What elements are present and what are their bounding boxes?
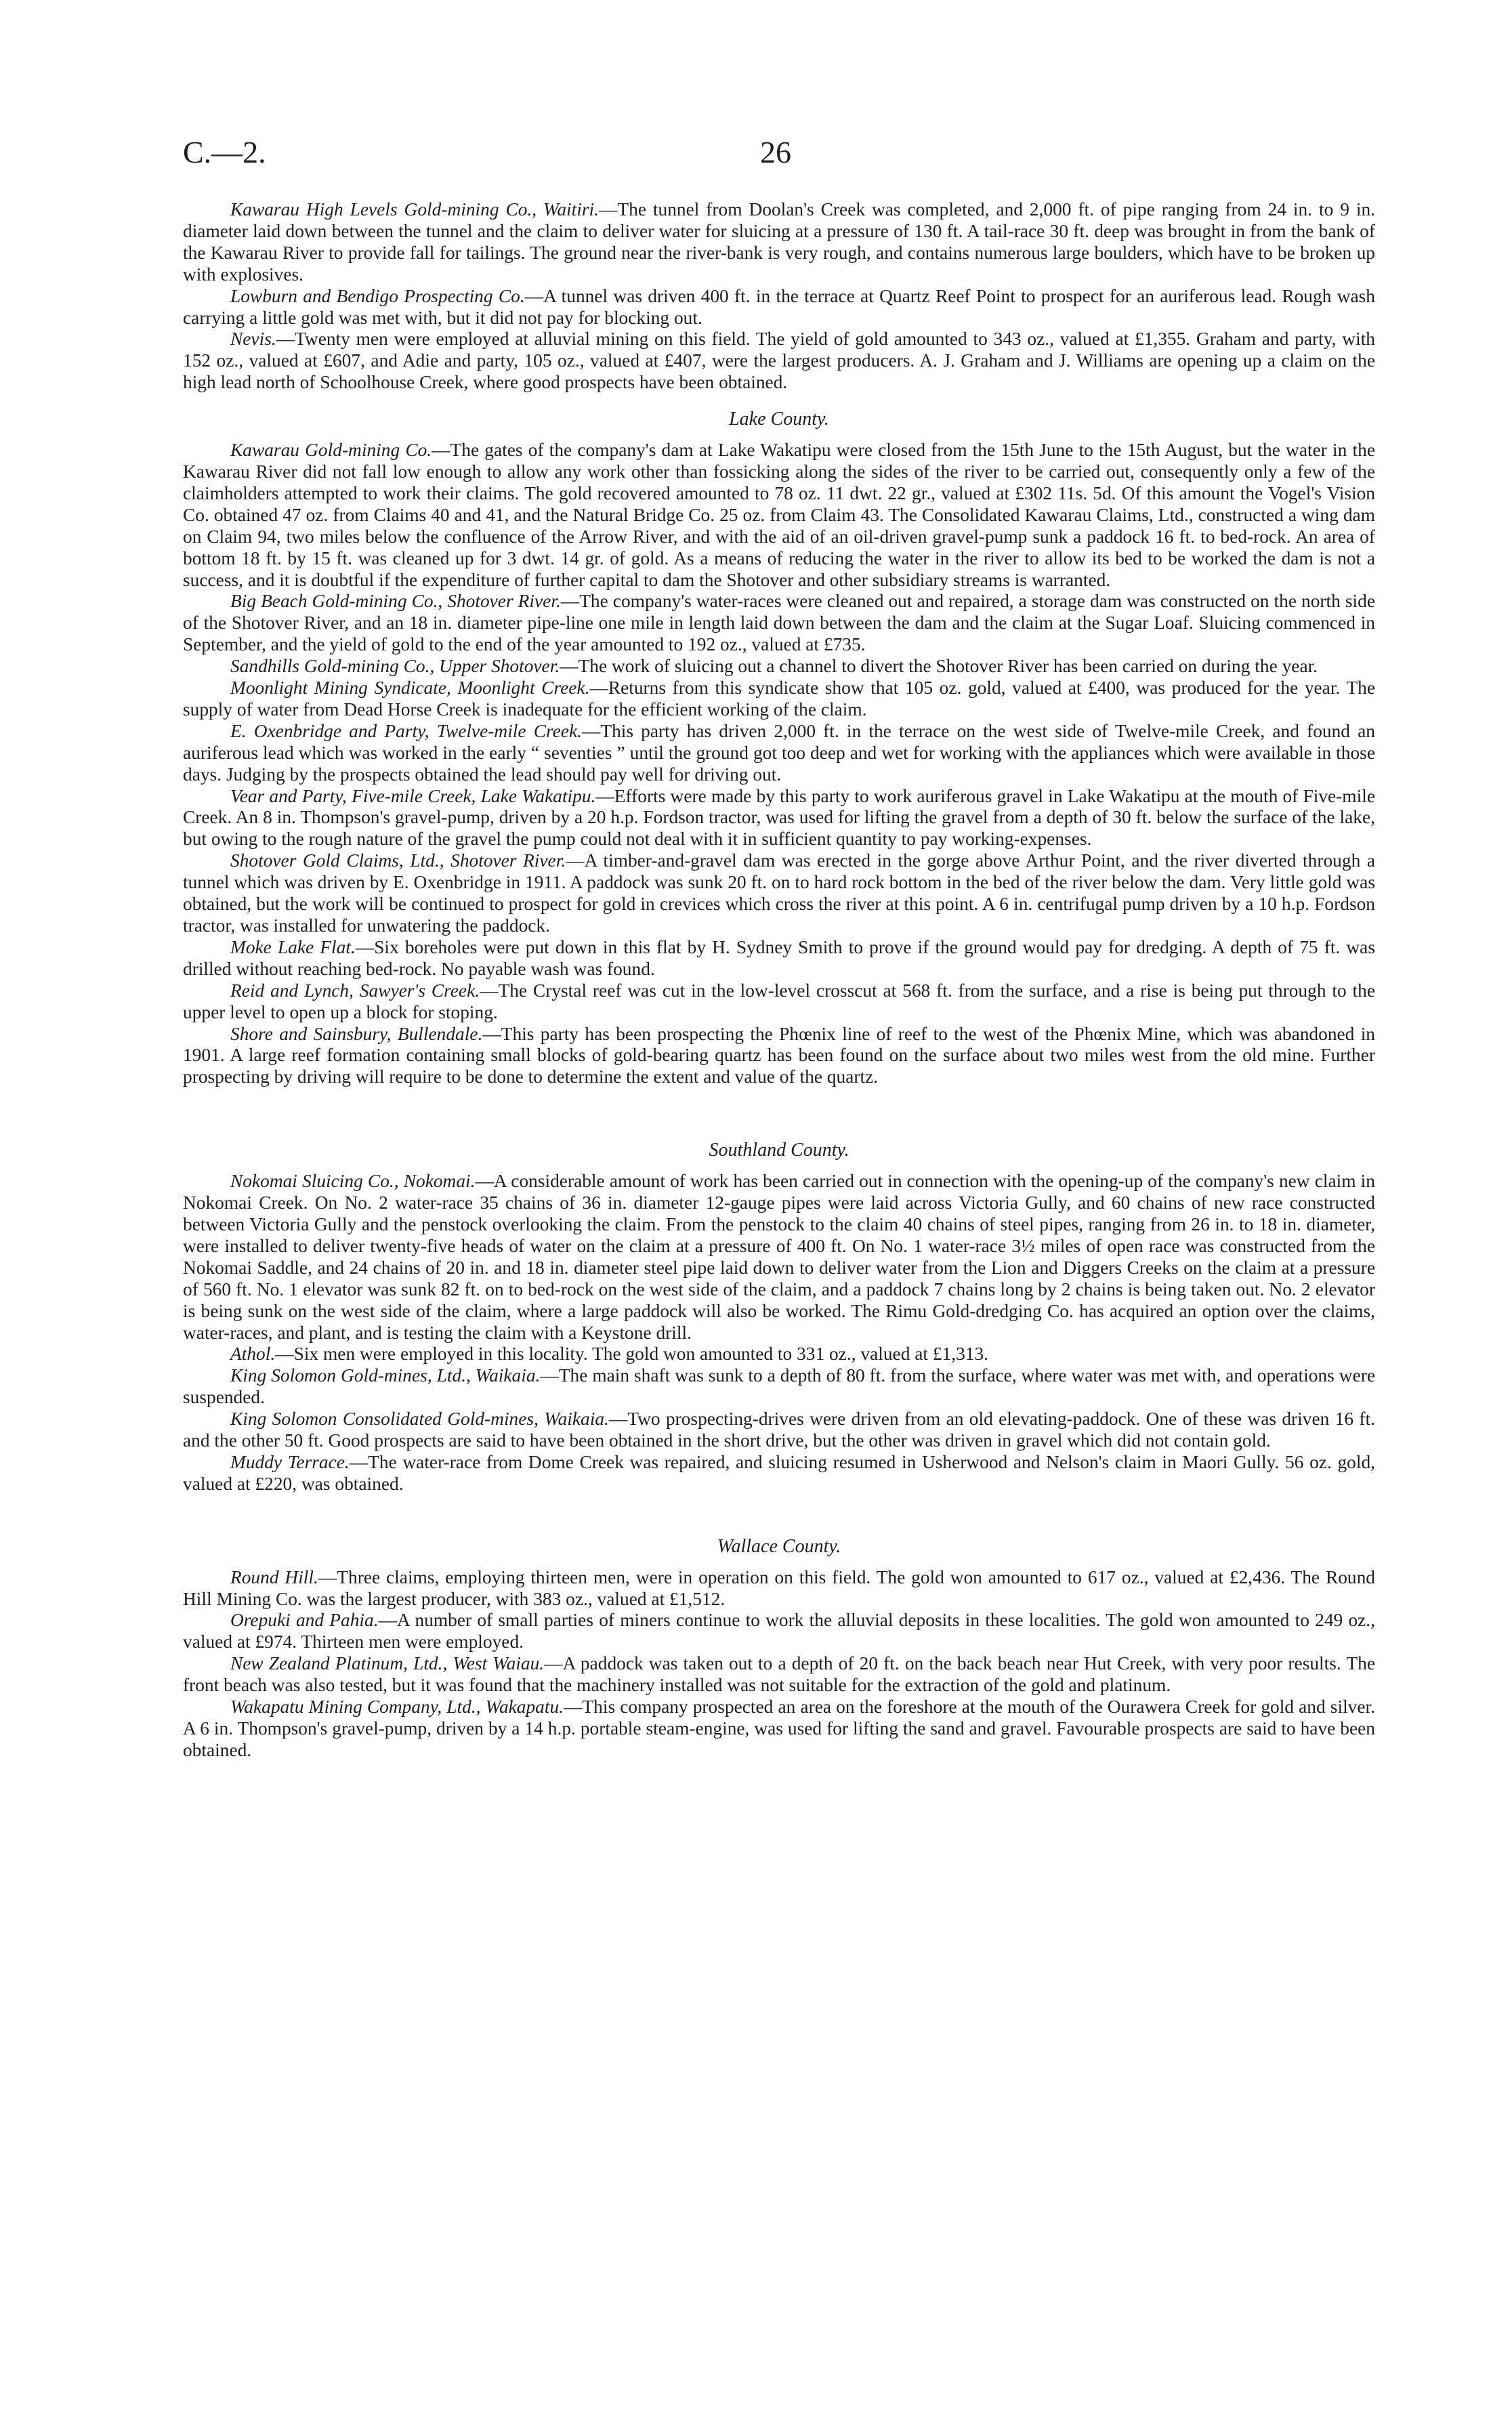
- paragraph-lead: Kawarau High Levels Gold-mining Co., Waitiri.: [230, 199, 599, 220]
- paragraph: [183, 199, 1375, 286]
- paragraph: [183, 1697, 1375, 1762]
- section-continuation: [183, 199, 1375, 394]
- paragraph: [183, 678, 1375, 721]
- paragraph-text: —Efforts were made by this party to work auriferous gravel in Lake Wakatipu at the mouth of Five-mile Creek. An 8 in. Thompson's gravel-pump, driven by a 20 h.p. Fordson tractor, was used for lifting the gravel from a depth of 30 ft. below the surface of the lake, but owing to the rough nature of the gravel the pump could not deal with it in sufficient quantity to pay working-expenses.: [183, 785, 1375, 850]
- paragraph-lead: Shore and Sainsbury, Bullendale.: [230, 1023, 483, 1044]
- paragraph-text: —Returns from this syndicate show that 105 oz. gold, valued at £400, was produced for the year. The supply of water from Dead Horse Creek is inadequate for the efficient working of the claim.: [183, 678, 1375, 720]
- paragraph-text: —A paddock was taken out to a depth of 20 ft. on the back beach near Hut Creek, with very poor results. The front beach was also tested, but it was found that the machinery installed was not suitable for the extraction of the gold and platinum.: [183, 1653, 1375, 1696]
- paragraph-lead: Nokomai Sluicing Co., Nokomai.: [230, 1171, 476, 1192]
- paragraph: [183, 329, 1375, 394]
- paragraph-text: —A timber-and-gravel dam was erected in the gorge above Arthur Point, and the river diverted through a tunnel which was driven by E. Oxenbridge in 1911. A paddock was sunk 20 ft. on to hard rock bottom in the bed of the river below the dam. Very little gold was obtained, but the work will be continued to prospect for gold in crevices which cross the river at this point. A 6 in. centrifugal pump driven by a 10 h.p. Fordson tractor, was installed for unwatering the paddock.: [183, 850, 1375, 936]
- paragraph-lead: E. Oxenbridge and Party, Twelve-mile Creek.: [230, 720, 582, 741]
- paragraph: [183, 591, 1375, 656]
- paragraph-text: —The Crystal reef was cut in the low-level crosscut at 568 ft. from the surface, and a rise is being put through to the upper level to open up a block for stoping.: [183, 980, 1376, 1022]
- paragraph-text: —The company's water-races were cleaned out and repaired, a storage dam was constructed on the north side of the Shotover River, and an 18 in. diameter pipe-line one mile in length laid down between the dam and the claim at the Sugar Loaf. Sluicing commenced in September, and the yield of gold to the end of the year amounted to 192 oz., valued at £735.: [183, 591, 1375, 655]
- paragraph-text: —The gates of the company's dam at Lake Wakatipu were closed from the 15th June to the 15th August, but the water in the Kawarau River did not fall low enough to allow any work other than fossicking along the sides of the river to be carried out, consequently only a few of the claimholders attempted to work their claims. The gold recovered amounted to 78 oz. 11 dwt. 22 gr., valued at £302 11s. 5d. Of this amount the Vogel's Vision Co. obtained 47 oz. from Claims 40 and 41, and the Natural Bridge Co. 25 oz. from Claim 43. The Consolidated Kawarau Claims, Ltd., constructed a wing dam on Claim 94, two miles below the confluence of the Arrow River, and with the aid of an oil-driven gravel-pump sunk a paddock 16 ft. to bed-rock. An area of bottom 18 ft. by 15 ft. was cleaned up for 3 dwt. 14 gr. of gold. As a means of reducing the water in the river to allow its bed to be worked the dam is not a success, and it is doubtful if the expenditure of further capital to dam the Shotover and other subsidiary streams is warranted.: [183, 440, 1375, 590]
- paragraph-text: —This party has been prospecting the Phœnix line of reef to the west of the Phœnix Mine, which was abandoned in 1901. A large reef formation containing small blocks of gold-bearing quartz has been found on the surface about two miles west from the old mine. Further prospecting by driving will require to be done to determine the extent and value of the quartz.: [183, 1023, 1375, 1087]
- paragraph: [183, 656, 1375, 678]
- paragraph: [183, 1171, 1375, 1344]
- paragraph-lead: Athol.: [230, 1344, 276, 1365]
- paragraph: [183, 1653, 1375, 1697]
- paragraph-lead: Kawarau Gold-mining Co.: [230, 440, 432, 461]
- paragraph-lead: Vear and Party, Five-mile Creek, Lake Wakatipu.: [230, 785, 596, 806]
- paragraph-lead: Big Beach Gold-mining Co., Shotover River.: [230, 591, 561, 612]
- report-reference: C.—2.: [183, 135, 266, 169]
- paragraph-lead: Muddy Terrace.: [230, 1451, 350, 1472]
- paragraph-text: —This company prospected an area on the foreshore at the mouth of the Ourawera Creek for gold and silver. A 6 in. Thompson's gravel-pump, driven by a 14 h.p. portable steam-engine, was used for lifting the sand and gravel. Favourable prospects are said to have been obtained.: [183, 1697, 1375, 1760]
- paragraph: [183, 1365, 1375, 1409]
- report-body: [183, 199, 1375, 1762]
- paragraph-text: —The main shaft was sunk to a depth of 80 ft. from the surface, where water was met with, and operations were suspended.: [183, 1365, 1376, 1408]
- paragraph: [183, 721, 1375, 786]
- section-southland-county: [183, 1140, 1375, 1495]
- paragraph-lead: Round Hill.: [230, 1566, 318, 1587]
- paragraph: [183, 440, 1375, 591]
- paragraph: [183, 1024, 1375, 1089]
- paragraph-text: —The tunnel from Doolan's Creek was completed, and 2,000 ft. of pipe ranging from 24 in. to 9 in. diameter laid down between the tunnel and the claim to deliver water for sluicing at a pressure of 130 ft. A tail-race 30 ft. deep was brought in from the bank of the Kawarau River to provide fall for tailings. The ground near the river-bank is very rough, and contains numerous large boulders, which have to be broken up with explosives.: [183, 199, 1375, 285]
- section-lake-county: [183, 409, 1375, 1088]
- paragraph-text: —Six men were employed in this locality. The gold won amounted to 331 oz., valued at £1,313.: [275, 1344, 989, 1365]
- paragraph: [183, 286, 1375, 329]
- paragraph: [183, 1610, 1375, 1653]
- paragraph: [183, 786, 1375, 851]
- paragraph-text: —The work of sluicing out a channel to divert the Shotover River has been carried on during the year.: [560, 656, 1318, 677]
- page-header: [183, 134, 1375, 182]
- paragraph-lead: Wakapatu Mining Company, Ltd., Wakapatu.: [230, 1697, 564, 1718]
- page-number: 26: [760, 135, 791, 169]
- section-wallace-county: [183, 1536, 1375, 1762]
- paragraph: [183, 1409, 1375, 1452]
- paragraph-text: —The water-race from Dome Creek was repaired, and sluicing resumed in Usherwood and Nelson's claim in Maori Gully. 56 oz. gold, valued at £220, was obtained.: [183, 1451, 1375, 1494]
- paragraph: [183, 1344, 1375, 1365]
- document-page: [183, 134, 1375, 1762]
- paragraph-text: —This party has driven 2,000 ft. in the terrace on the west side of Twelve-mile Creek, and found an auriferous lead which was worked in the early “ seventies ” until the ground got too deep and wet for working with the appliances which were available in those days. Judging by the prospects obtained the lead should pay well for driving out.: [183, 720, 1375, 785]
- paragraph-text: —A tunnel was driven 400 ft. in the terrace at Quartz Reef Point to prospect for an auriferous lead. Rough wash carrying a little gold was met with, but it did not pay for blocking out.: [183, 285, 1375, 328]
- paragraph-text: —Twenty men were employed at alluvial mining on this field. The yield of gold amounted to 343 oz., valued at £1,355. Graham and party, with 152 oz., valued at £607, and Adie and party, 105 oz., valued at £407, were the largest producers. A. J. Graham and J. Williams are opening up a claim on the high lead north of Schoolhouse Creek, where good prospects have been obtained.: [183, 329, 1375, 393]
- section-heading: Southland County.: [709, 1140, 849, 1161]
- paragraph: [183, 850, 1375, 937]
- section-heading: Lake County.: [729, 409, 829, 430]
- paragraph-lead: Sandhills Gold-mining Co., Upper Shotover.: [230, 656, 560, 677]
- paragraph-lead: Lowburn and Bendigo Prospecting Co.: [230, 285, 525, 306]
- paragraph-lead: Nevis.: [230, 329, 276, 350]
- paragraph-text: —A number of small parties of miners continue to work the alluvial deposits in these localities. The gold won amounted to 249 oz., valued at £974. Thirteen men were employed.: [183, 1610, 1376, 1652]
- paragraph-text: —Six boreholes were put down in this flat by H. Sydney Smith to prove if the ground would pay for dredging. A depth of 75 ft. was drilled without reaching bed-rock. No payable wash was found.: [183, 936, 1375, 979]
- paragraph-lead: Shotover Gold Claims, Ltd., Shotover River.: [230, 850, 566, 871]
- paragraph: [183, 937, 1375, 980]
- paragraph-text: —Two prospecting-drives were driven from an old elevating-paddock. One of these was driven 16 ft. and the other 50 ft. Good prospects are said to have been obtained in the short drive, but the other was driven in gravel which did not contain gold.: [183, 1409, 1375, 1451]
- paragraph-lead: Orepuki and Pahia.: [230, 1610, 379, 1631]
- paragraph-lead: Moke Lake Flat.: [230, 936, 356, 957]
- paragraph-lead: King Solomon Consolidated Gold-mines, Waikaia.: [230, 1409, 609, 1430]
- paragraph-text: —A considerable amount of work has been carried out in connection with the opening-up of the company's new claim in Nokomai Creek. On No. 2 water-race 35 chains of 36 in. diameter 12-gauge pipes were laid across Victoria Gully, and 60 chains of new race constructed between Victoria Gully and the penstock overlooking the claim. From the penstock to the claim 40 chains of steel pipes, ranging from 26 in. to 18 in. diameter, were installed to deliver twenty-five heads of water on the claim at a pressure of 400 ft. On No. 1 water-race 3½ miles of open race was constructed from the Nokomai Saddle, and 24 chains of 20 in. and 18 in. diameter steel pipe laid down to deliver water from the Lion and Diggers Creeks on the claim at a pressure of 560 ft. No. 1 elevator was sunk 82 ft. on to bed-rock on the west side of the claim, and a paddock 7 chains long by 2 chains is being taken out. No. 2 elevator is being sunk on the west side of the claim, where a large paddock will also be worked. The Rimu Gold-dredging Co. has acquired an option over the claims, water-races, and plant, and is testing the claim with a Keystone drill.: [183, 1171, 1375, 1343]
- paragraph-text: —Three claims, employing thirteen men, were in operation on this field. The gold won amounted to 617 oz., valued at £2,436. The Round Hill Mining Co. was the largest producer, with 383 oz., valued at £1,512.: [183, 1566, 1375, 1609]
- paragraph-lead: Moonlight Mining Syndicate, Moonlight Creek.: [230, 678, 590, 699]
- section-heading: Wallace County.: [717, 1535, 841, 1557]
- paragraph: [183, 1452, 1375, 1495]
- paragraph: [183, 980, 1375, 1024]
- paragraph-lead: King Solomon Gold-mines, Ltd., Waikaia.: [230, 1365, 541, 1386]
- paragraph: [183, 1567, 1375, 1610]
- paragraph-lead: Reid and Lynch, Sawyer's Creek.: [230, 980, 480, 1001]
- paragraph-lead: New Zealand Platinum, Ltd., West Waiau.: [230, 1653, 545, 1674]
